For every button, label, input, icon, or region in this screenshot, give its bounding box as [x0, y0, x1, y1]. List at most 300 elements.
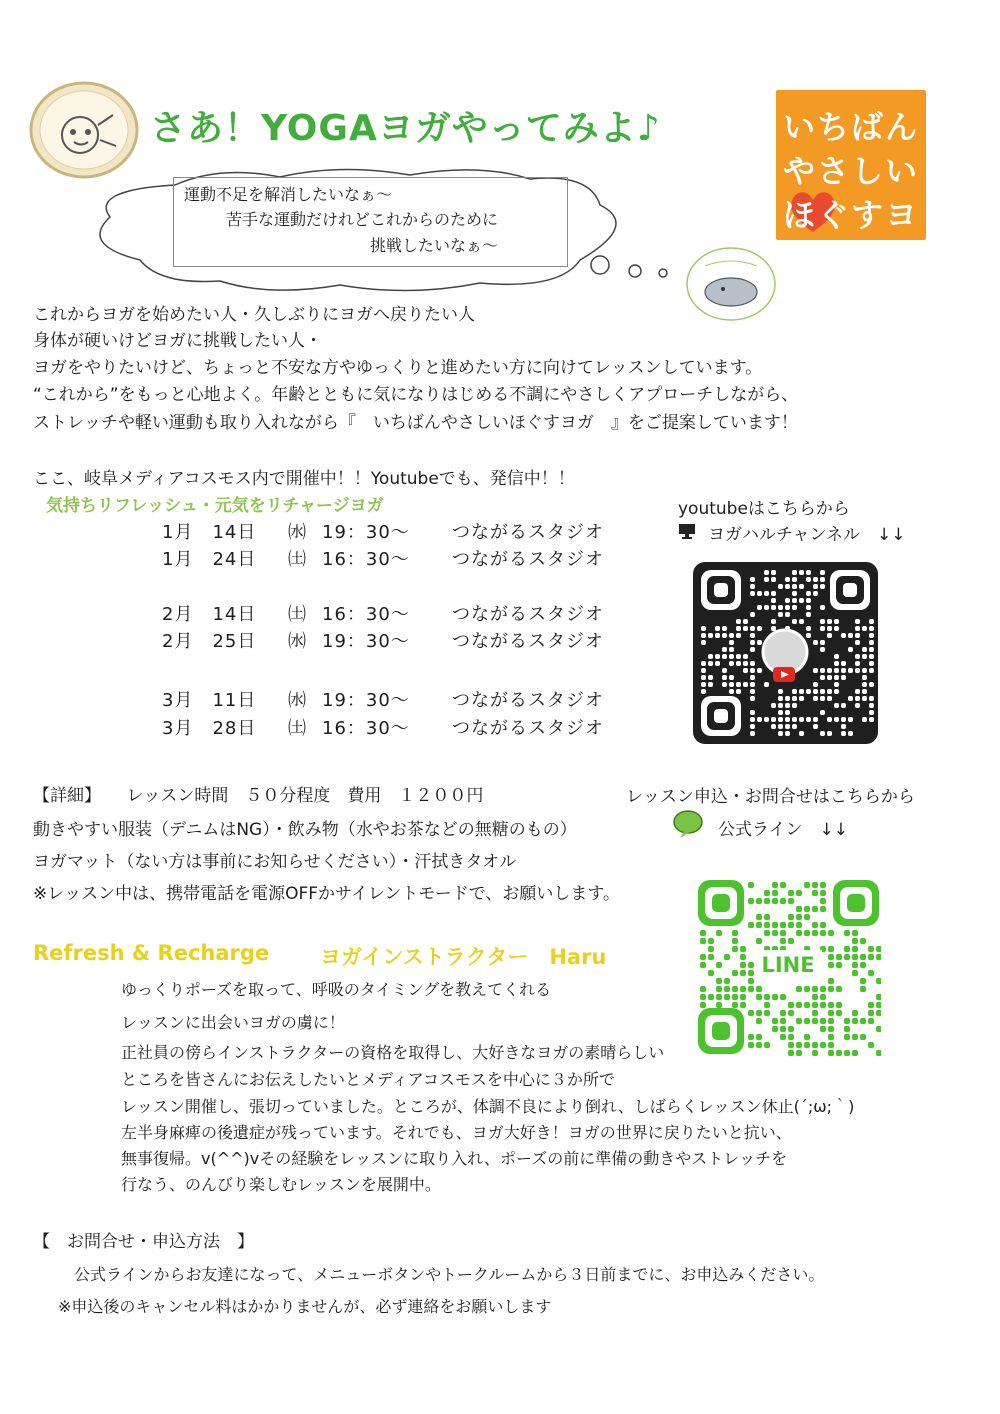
qr-module: [764, 994, 770, 1000]
qr-module: [715, 661, 720, 666]
bio-line: ところを皆さんにお伝えしたいとメディアコスモスを中心に３か所で: [121, 1070, 615, 1089]
qr-module: [804, 986, 810, 992]
qr-module: [876, 1026, 881, 1032]
qr-module: [796, 906, 802, 912]
qr-module: [868, 954, 874, 960]
qr-module: [785, 717, 790, 722]
qr-module: [792, 584, 797, 589]
qr-module: [828, 1042, 834, 1048]
qr-module: [778, 703, 783, 708]
qr-module: [743, 626, 748, 631]
qr-module: [804, 906, 810, 912]
qr-module: [708, 682, 713, 687]
schedule-date: 3月 11日: [162, 690, 257, 711]
qr-module: [820, 906, 826, 912]
qr-module: [716, 962, 722, 968]
schedule-date: 2月 25日: [162, 631, 257, 652]
qr-module: [834, 619, 839, 624]
intro-line: ヨガをやりたいけど、ちょっと不安な方やゆっくりと進めたい方に向けてレッスンしています。: [33, 358, 763, 378]
inquiry-line: ※申込後のキャンセル料はかかりませんが、必ず連絡をお願いします: [58, 1297, 552, 1316]
instructor-heading-right: ヨガインストラクター Haru: [320, 945, 607, 969]
qr-module: [862, 682, 867, 687]
qr-module: [869, 640, 874, 645]
qr-module: [820, 696, 825, 701]
qr-module: [855, 703, 860, 708]
qr-module: [750, 682, 755, 687]
bio-line: レッスン開催し、張切っていました。ところが、体調不良により倒れ、しばらくレッスン休止(´;ω;｀): [121, 1097, 855, 1116]
qr-module: [778, 731, 783, 736]
qr-module: [780, 882, 786, 888]
qr-module: [792, 703, 797, 708]
qr-module: [792, 591, 797, 596]
qr-module: [700, 986, 706, 992]
qr-module: [700, 930, 706, 936]
qr-module: [796, 986, 802, 992]
qr-module: [792, 598, 797, 603]
qr-module: [841, 675, 846, 680]
qr-module: [708, 970, 714, 976]
qr-module: [812, 1010, 818, 1016]
qr-module: [827, 731, 832, 736]
qr-module: [799, 598, 804, 603]
qr-module: [715, 633, 720, 638]
qr-module: [868, 1018, 874, 1024]
line-contact-label: レッスン申込・お問合せはこちらから: [626, 787, 915, 807]
qr-module: [862, 668, 867, 673]
qr-module: [806, 598, 811, 603]
qr-module: [852, 1050, 858, 1056]
qr-module: [836, 1050, 842, 1056]
qr-module: [756, 914, 762, 920]
youtube-channel-link[interactable]: ヨガハルチャンネル ↓↓: [708, 525, 906, 545]
qr-module: [708, 633, 713, 638]
qr-module: [778, 710, 783, 715]
qr-module: [740, 954, 746, 960]
qr-module: [813, 591, 818, 596]
qr-module: [806, 570, 811, 575]
qr-module: [860, 962, 866, 968]
qr-module: [748, 1042, 754, 1048]
qr-module: [750, 668, 755, 673]
qr-module: [827, 717, 832, 722]
qr-module: [780, 938, 786, 944]
qr-module: [828, 1034, 834, 1040]
venue-line: ここ、岐阜メディアコスモス内で開催中！！Youtubeでも、発信中！！: [33, 469, 575, 489]
qr-module: [788, 1050, 794, 1056]
qr-module: [841, 661, 846, 666]
qr-module: [820, 994, 826, 1000]
qr-module: [820, 619, 825, 624]
qr-module: [772, 922, 778, 928]
qr-module: [852, 1010, 858, 1016]
qr-module: [756, 938, 762, 944]
qr-module: [828, 1002, 834, 1008]
qr-module: [715, 626, 720, 631]
qr-module: [828, 1010, 834, 1016]
qr-module: [876, 978, 881, 984]
qr-module: [700, 1002, 706, 1008]
qr-module: [732, 970, 738, 976]
qr-module: [841, 668, 846, 673]
qr-module: [700, 954, 706, 960]
qr-module: [799, 689, 804, 694]
qr-module: [855, 640, 860, 645]
qr-module: [780, 1010, 786, 1016]
qr-module: [869, 647, 874, 652]
qr-module: [780, 994, 786, 1000]
qr-module: [852, 970, 858, 976]
qr-module: [748, 978, 754, 984]
qr-module: [848, 647, 853, 652]
qr-module: [852, 938, 858, 944]
schedule-time: 16：30～: [322, 718, 410, 739]
qr-module: [729, 675, 734, 680]
qr-module: [813, 640, 818, 645]
qr-module: [740, 994, 746, 1000]
qr-module: [812, 1002, 818, 1008]
qr-module: [788, 922, 794, 928]
qr-module: [862, 654, 867, 659]
qr-module: [834, 682, 839, 687]
schedule-place: つながるスタジオ: [452, 549, 604, 570]
qr-module: [743, 661, 748, 666]
qr-module: [844, 1026, 850, 1032]
qr-module: [820, 675, 825, 680]
qr-module: [841, 703, 846, 708]
qr-module: [852, 1034, 858, 1040]
qr-module: [836, 1002, 842, 1008]
qr-module: [792, 724, 797, 729]
qr-module: [862, 675, 867, 680]
qr-module: [729, 633, 734, 638]
qr-module: [778, 605, 783, 610]
qr-module: [756, 898, 762, 904]
intro-line: ストレッチや軽い運動も取り入れながら『 いちばんやさしいほぐすヨガ 』をご提案しています！: [33, 413, 798, 433]
qr-module: [771, 591, 776, 596]
qr-module: [806, 717, 811, 722]
qr-module: [855, 619, 860, 624]
schedule-time: 19：30～: [322, 631, 410, 652]
qr-module: [834, 689, 839, 694]
monitor-icon: [678, 523, 696, 543]
qr-module: [785, 577, 790, 582]
qr-module: [812, 994, 818, 1000]
qr-module: [788, 1026, 794, 1032]
qr-module: [748, 1034, 754, 1040]
schedule-place: つながるスタジオ: [452, 718, 604, 739]
qr-module: [820, 1042, 826, 1048]
qr-module: [701, 633, 706, 638]
qr-module: [771, 717, 776, 722]
qr-module: [743, 682, 748, 687]
qr-module: [729, 682, 734, 687]
qr-module: [868, 1002, 874, 1008]
qr-module: [764, 577, 769, 582]
qr-module: [750, 731, 755, 736]
qr-module: [736, 654, 741, 659]
qr-module: [834, 675, 839, 680]
qr-module: [813, 584, 818, 589]
qr-module: [876, 946, 881, 952]
brand-badge: [776, 90, 926, 280]
qr-module: [788, 898, 794, 904]
qr-module: [750, 577, 755, 582]
qr-module: [772, 1026, 778, 1032]
qr-module: [771, 703, 776, 708]
qr-module: [708, 654, 713, 659]
qr-module: [868, 946, 874, 952]
qr-module: [778, 689, 783, 694]
schedule-time: 16：30～: [322, 604, 410, 625]
qr-module: [820, 710, 825, 715]
qr-module: [796, 1042, 802, 1048]
qr-module: [796, 1002, 802, 1008]
qr-module: [788, 890, 794, 896]
qr-module: [701, 668, 706, 673]
qr-module: [841, 633, 846, 638]
qr-module: [828, 1018, 834, 1024]
qr-module: [860, 938, 866, 944]
qr-module: [785, 724, 790, 729]
qr-module: [876, 994, 881, 1000]
qr-module: [848, 696, 853, 701]
qr-module: [750, 633, 755, 638]
qr-module: [799, 584, 804, 589]
schedule-time: 19：30～: [322, 690, 410, 711]
qr-module: [806, 605, 811, 610]
qr-module: [771, 619, 776, 624]
qr-module: [716, 930, 722, 936]
qr-module: [722, 682, 727, 687]
qr-module: [806, 591, 811, 596]
qr-module: [724, 978, 730, 984]
qr-module: [722, 633, 727, 638]
qr-module: [771, 605, 776, 610]
qr-module: [827, 689, 832, 694]
qr-module: [844, 930, 850, 936]
qr-module: [806, 612, 811, 617]
qr-module: [736, 682, 741, 687]
qr-module: [764, 717, 769, 722]
qr-module: [860, 1018, 866, 1024]
badge-line: ほぐすヨガ: [782, 196, 919, 280]
qr-module: [756, 1018, 762, 1024]
qr-module: [788, 914, 794, 920]
qr-module: [868, 1010, 874, 1016]
cartoon-illustration: [683, 244, 779, 324]
qr-module: [806, 577, 811, 582]
qr-module: [743, 654, 748, 659]
qr-module: [722, 654, 727, 659]
qr-module: [796, 914, 802, 920]
qr-module: [834, 717, 839, 722]
qr-module: [827, 675, 832, 680]
qr-module: [743, 668, 748, 673]
qr-module: [780, 930, 786, 936]
schedule-day: ㈯: [288, 604, 307, 625]
qr-module: [732, 930, 738, 936]
qr-module: [813, 682, 818, 687]
qr-module: [729, 689, 734, 694]
qr-module: [708, 675, 713, 680]
qr-module: [812, 986, 818, 992]
qr-module: [828, 1050, 834, 1056]
schedule-place: つながるスタジオ: [452, 631, 604, 652]
qr-module: [757, 626, 762, 631]
qr-module: [804, 930, 810, 936]
qr-module: [750, 612, 755, 617]
qr-module: [724, 954, 730, 960]
qr-module: [740, 1002, 746, 1008]
qr-module: [708, 954, 714, 960]
qr-module: [834, 661, 839, 666]
schedule-place: つながるスタジオ: [452, 604, 604, 625]
qr-module: [827, 626, 832, 631]
qr-module: [722, 626, 727, 631]
qr-module: [860, 954, 866, 960]
qr-module: [729, 647, 734, 652]
qr-module: [772, 882, 778, 888]
qr-module: [860, 978, 866, 984]
qr-module: [836, 1010, 842, 1016]
qr-module: [736, 633, 741, 638]
qr-module: [740, 962, 746, 968]
qr-module: [834, 626, 839, 631]
qr-module: [834, 654, 839, 659]
qr-module: [876, 1050, 881, 1056]
qr-module: [855, 668, 860, 673]
qr-module: [820, 1018, 826, 1024]
qr-module: [844, 954, 850, 960]
qr-module: [820, 890, 826, 896]
qr-module: [876, 1002, 881, 1008]
qr-module: [820, 731, 825, 736]
qr-module: [828, 986, 834, 992]
qr-module: [764, 682, 769, 687]
qr-module: [834, 668, 839, 673]
qr-module: [792, 689, 797, 694]
qr-module: [855, 661, 860, 666]
qr-module: [852, 954, 858, 960]
bio-line: 行なう、のんびり楽しむレッスンを展開中。: [121, 1175, 441, 1194]
line-qr-code[interactable]: [696, 878, 881, 1056]
qr-module: [750, 584, 755, 589]
qr-module: [700, 938, 706, 944]
qr-module: [804, 914, 810, 920]
qr-module: [785, 584, 790, 589]
qr-module: [701, 689, 706, 694]
qr-module: [804, 882, 810, 888]
details-line: ヨガマット（ない方は事前にお知らせください）・汗拭きタオル: [33, 852, 517, 872]
line-qr-text: LINE: [761, 953, 815, 977]
qr-module: [796, 922, 802, 928]
chat-bubble-icon: [672, 810, 704, 842]
qr-module: [756, 922, 762, 928]
qr-module: [748, 922, 754, 928]
qr-module: [771, 577, 776, 582]
qr-module: [828, 930, 834, 936]
qr-module: [756, 994, 762, 1000]
qr-module: [828, 1026, 834, 1032]
schedule-day: ㈬: [288, 631, 307, 652]
qr-module: [869, 717, 874, 722]
qr-module: [820, 922, 826, 928]
qr-module: [841, 724, 846, 729]
qr-module: [804, 1018, 810, 1024]
line-official-link[interactable]: 公式ライン ↓↓: [718, 820, 848, 840]
qr-module: [820, 584, 825, 589]
schedule-date: 3月 28日: [162, 718, 257, 739]
qr-module: [844, 946, 850, 952]
details-line: ※レッスン中は、携帯電話を電源OFFかサイレントモードで、お願いします。: [33, 884, 621, 904]
qr-module: [736, 689, 741, 694]
qr-module: [812, 922, 818, 928]
qr-module: [771, 570, 776, 575]
qr-module: [820, 577, 825, 582]
qr-module: [876, 1010, 881, 1016]
qr-module: [813, 668, 818, 673]
schedule-day: ㈯: [288, 718, 307, 739]
qr-module: [700, 994, 706, 1000]
qr-module: [796, 1018, 802, 1024]
intro-line: これからヨガを始めたい人・久しぶりにヨガへ戻りたい人: [33, 305, 475, 325]
qr-module: [750, 689, 755, 694]
qr-module: [780, 898, 786, 904]
qr-module: [820, 647, 825, 652]
qr-module: [820, 668, 825, 673]
qr-module: [785, 612, 790, 617]
qr-module: [788, 1042, 794, 1048]
qr-module: [813, 689, 818, 694]
qr-module: [834, 703, 839, 708]
qr-module: [757, 717, 762, 722]
qr-module: [729, 661, 734, 666]
cloud-line: 挑戦したいなぁ～: [370, 236, 499, 255]
qr-module: [750, 696, 755, 701]
qr-module: [812, 1018, 818, 1024]
qr-module: [848, 731, 853, 736]
qr-module: [701, 661, 706, 666]
instructor-heading-left: Refresh & Recharge: [33, 941, 270, 965]
qr-module: [716, 986, 722, 992]
qr-module: [855, 689, 860, 694]
qr-module: [852, 930, 858, 936]
qr-module: [855, 654, 860, 659]
qr-module: [862, 696, 867, 701]
qr-module: [764, 1010, 770, 1016]
qr-module: [869, 682, 874, 687]
qr-module: [820, 640, 825, 645]
youtube-qr-code[interactable]: [693, 562, 878, 744]
qr-module: [708, 938, 714, 944]
qr-module: [757, 640, 762, 645]
qr-module: [743, 619, 748, 624]
qr-module: [785, 710, 790, 715]
qr-module: [860, 986, 866, 992]
qr-module: [804, 1034, 810, 1040]
qr-module: [764, 890, 770, 896]
qr-module: [772, 898, 778, 904]
qr-module: [844, 1034, 850, 1040]
qr-module: [750, 710, 755, 715]
qr-module: [868, 970, 874, 976]
qr-module: [799, 570, 804, 575]
qr-module: [812, 1050, 818, 1056]
qr-module: [792, 605, 797, 610]
qr-module: [860, 1034, 866, 1040]
qr-module: [848, 668, 853, 673]
qr-module: [812, 930, 818, 936]
